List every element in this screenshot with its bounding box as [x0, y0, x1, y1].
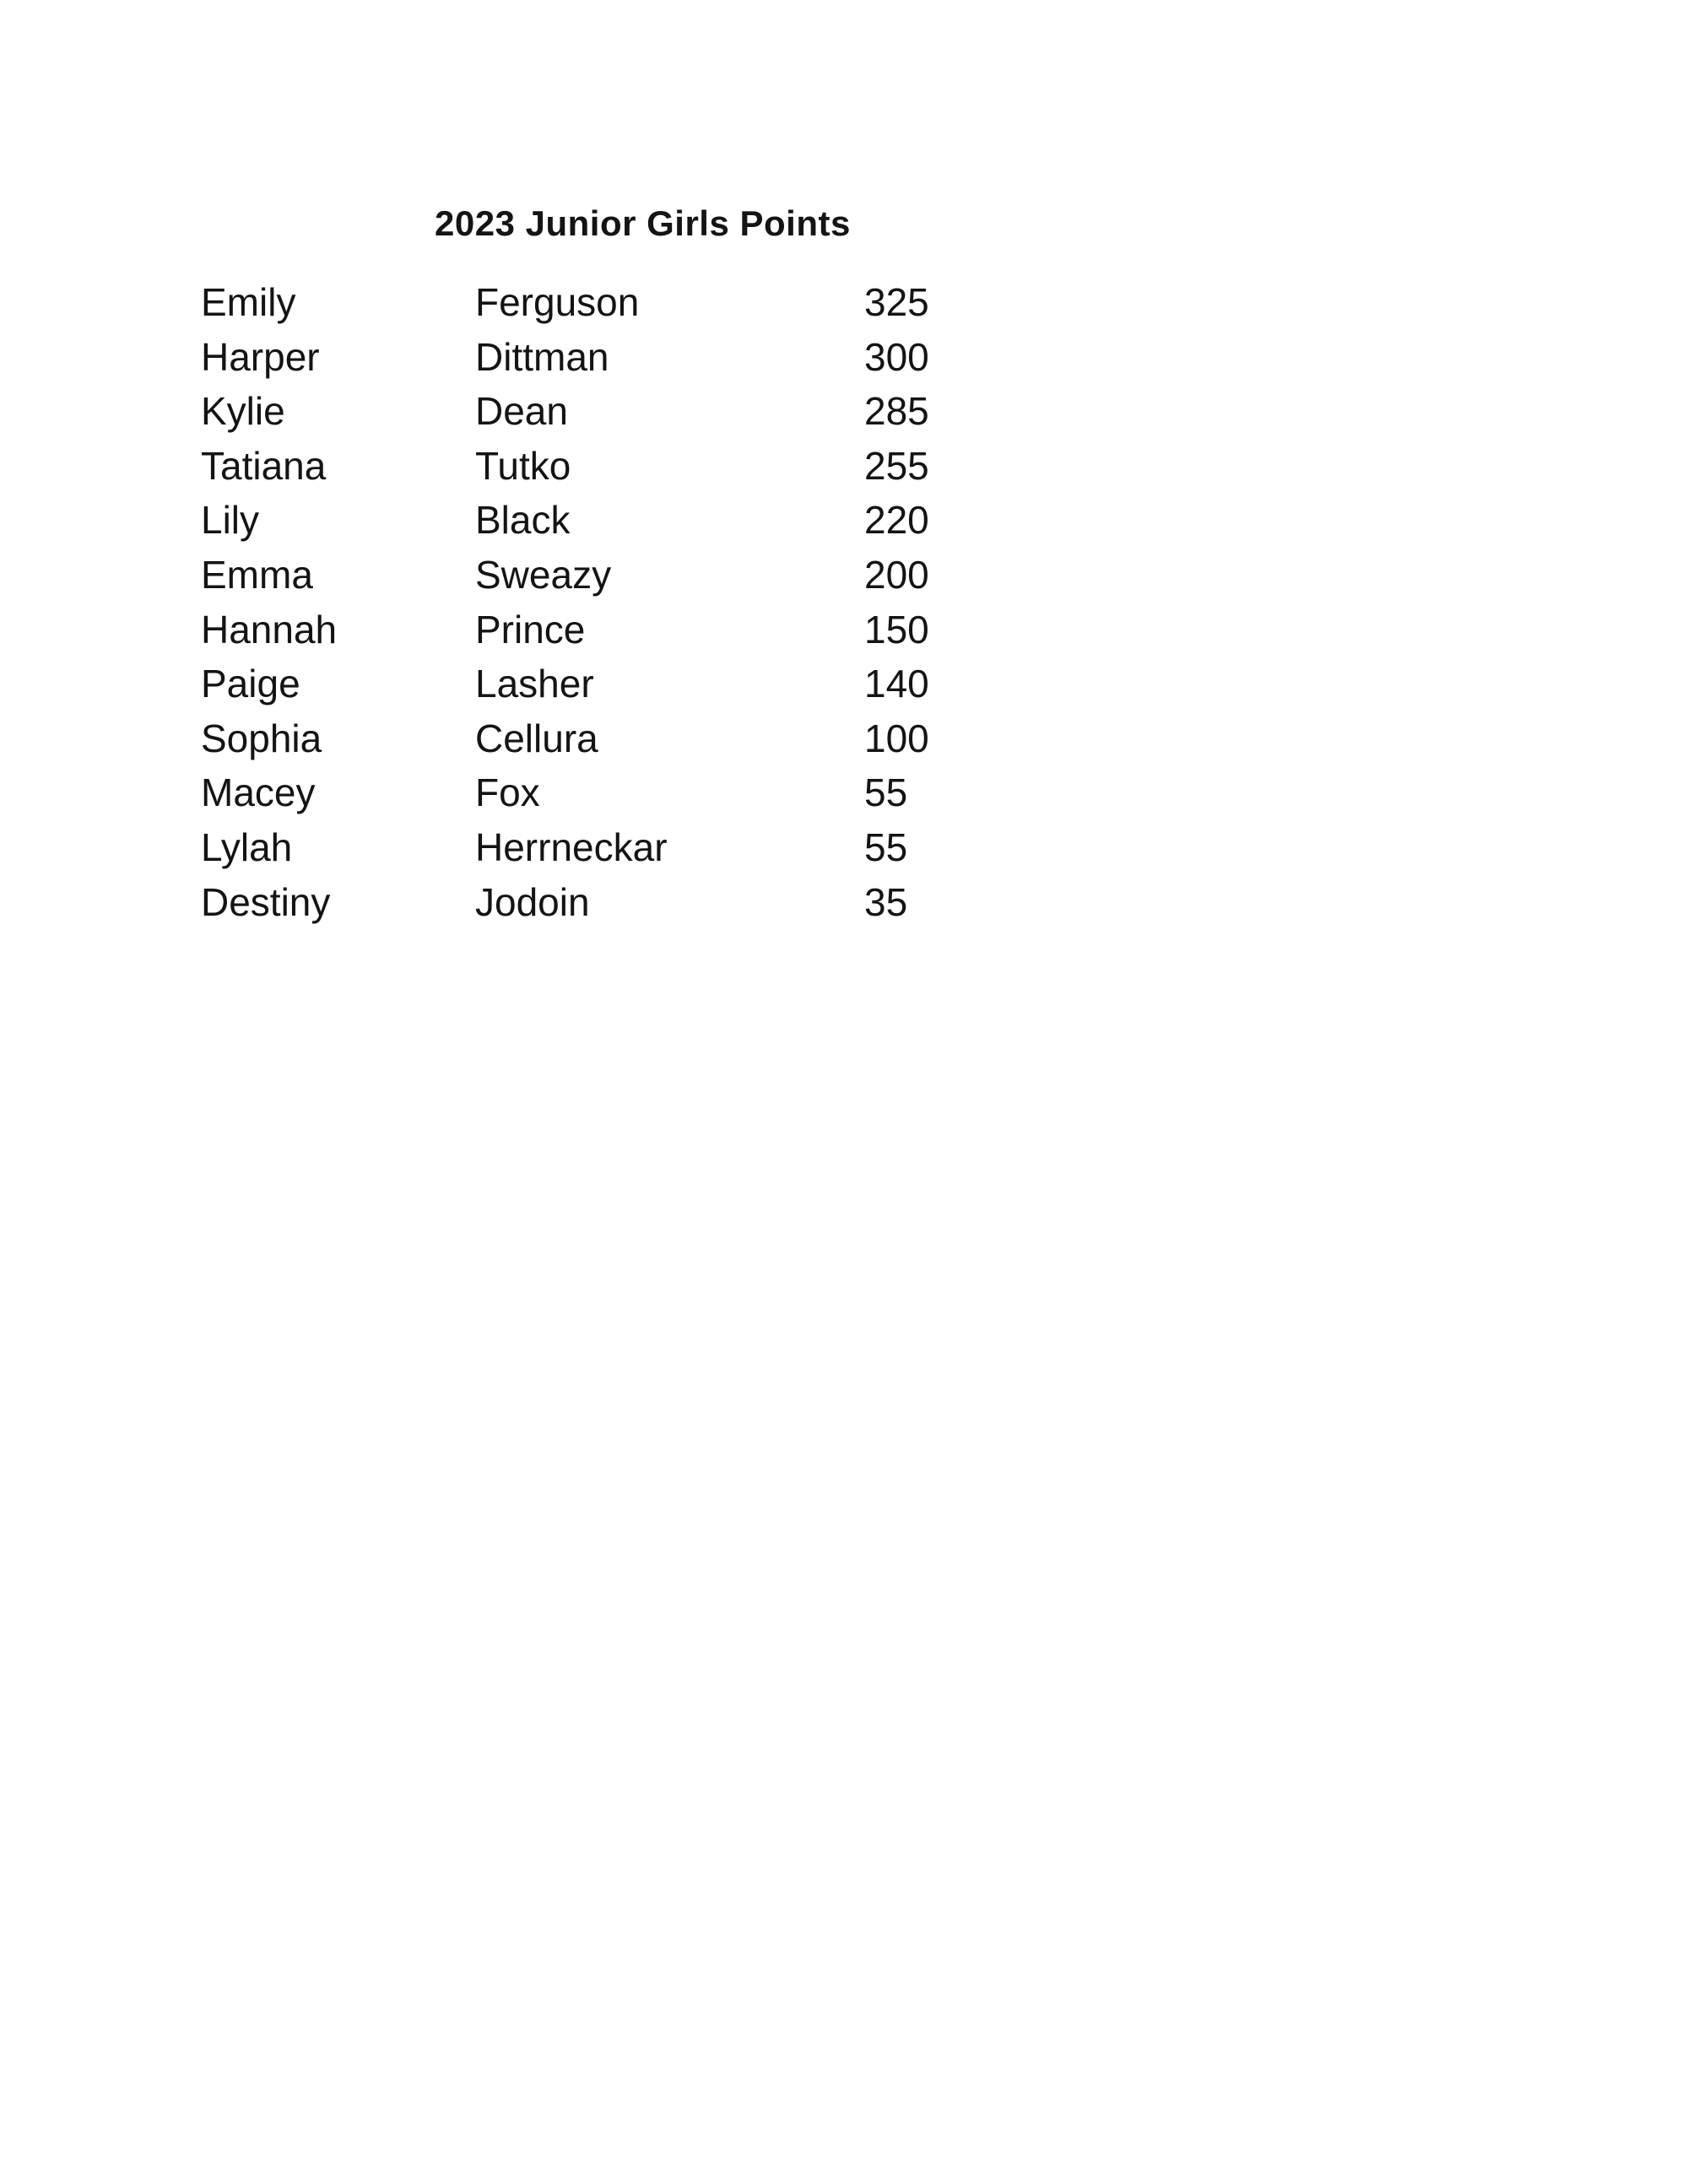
- points-cell: 35: [864, 879, 908, 924]
- table-row: [201, 493, 1129, 548]
- points-table: [201, 275, 1129, 929]
- first-name-cell: Emily: [201, 280, 296, 324]
- last-name-cell: Sweazy: [475, 552, 612, 597]
- points-cell: 285: [864, 389, 929, 434]
- points-cell: 325: [864, 280, 929, 324]
- last-name-cell: Fox: [475, 770, 540, 815]
- last-name-cell: Ferguson: [475, 280, 640, 324]
- table-row: [201, 875, 1129, 930]
- table-row: [201, 548, 1129, 603]
- last-name-cell: Dean: [475, 389, 568, 434]
- first-name-cell: Emma: [201, 552, 313, 597]
- last-name-cell: Dittman: [475, 334, 609, 379]
- table-row: [201, 820, 1129, 875]
- page-title: 2023 Junior Girls Points: [435, 203, 851, 243]
- first-name-cell: Harper: [201, 334, 320, 379]
- first-name-cell: Destiny: [201, 879, 331, 924]
- table-row: [201, 275, 1129, 330]
- points-cell: 140: [864, 662, 929, 706]
- table-row: [201, 711, 1129, 766]
- points-cell: 100: [864, 716, 929, 760]
- first-name-cell: Macey: [201, 770, 316, 815]
- points-cell: 255: [864, 443, 929, 488]
- first-name-cell: Kylie: [201, 389, 285, 434]
- last-name-cell: Tutko: [475, 443, 571, 488]
- points-cell: 150: [864, 607, 929, 651]
- table-row: [201, 765, 1129, 820]
- first-name-cell: Lylah: [201, 824, 293, 869]
- first-name-cell: Sophia: [201, 716, 322, 760]
- last-name-cell: Jodoin: [475, 879, 590, 924]
- last-name-cell: Prince: [475, 607, 586, 651]
- points-cell: 55: [864, 770, 908, 815]
- first-name-cell: Lily: [201, 498, 260, 543]
- points-cell: 55: [864, 824, 908, 869]
- table-row: [201, 657, 1129, 711]
- last-name-cell: Black: [475, 498, 571, 543]
- points-cell: 300: [864, 334, 929, 379]
- first-name-cell: Hannah: [201, 607, 338, 651]
- table-row: [201, 439, 1129, 494]
- table-row: [201, 330, 1129, 385]
- table-row: [201, 603, 1129, 657]
- last-name-cell: Cellura: [475, 716, 598, 760]
- points-cell: 220: [864, 498, 929, 543]
- last-name-cell: Herrneckar: [475, 824, 668, 869]
- points-cell: 200: [864, 552, 929, 597]
- first-name-cell: Paige: [201, 662, 300, 706]
- table-row: [201, 384, 1129, 439]
- last-name-cell: Lasher: [475, 662, 594, 706]
- first-name-cell: Tatiana: [201, 443, 327, 488]
